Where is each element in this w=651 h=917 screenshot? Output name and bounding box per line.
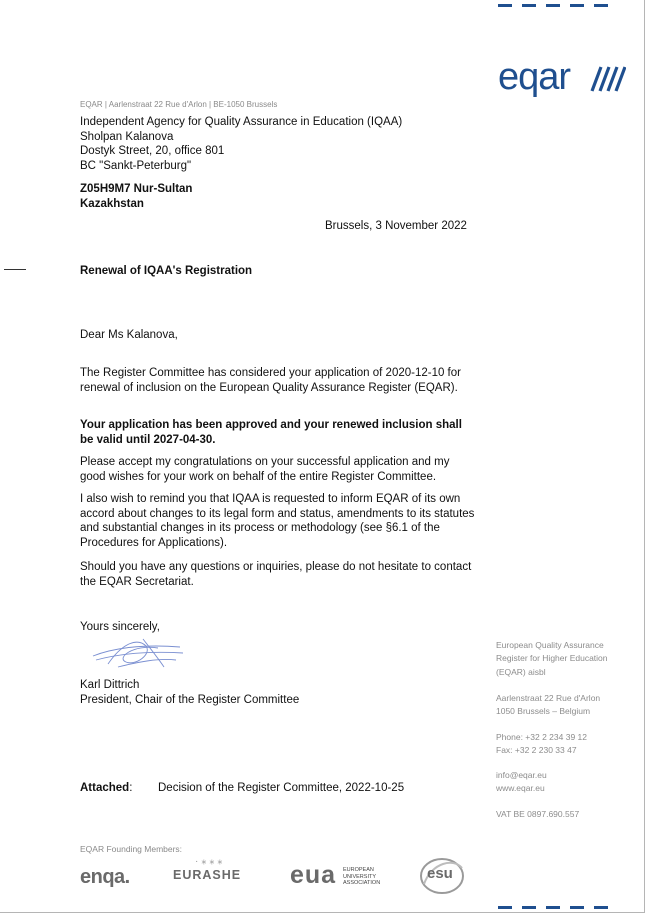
sidebar-email-link[interactable]: info@eqar.eu bbox=[496, 770, 547, 780]
salutation: Dear Ms Kalanova, bbox=[80, 329, 178, 341]
sidebar-vat: VAT BE 0897.690.557 bbox=[496, 809, 580, 819]
founding-members-label: EQAR Founding Members: bbox=[80, 844, 183, 854]
eurashe-logo bbox=[173, 856, 241, 882]
eqar-logo-slashes-icon bbox=[590, 66, 626, 92]
attached-value: Decision of the Register Committee, 2022-10-25 bbox=[158, 782, 405, 794]
eurashe-logo-text: EURASHE bbox=[173, 868, 242, 882]
recipient-postal-code: Z05H9M7 Nur-Sultan bbox=[80, 183, 193, 195]
sidebar-address bbox=[496, 692, 600, 719]
fold-mark bbox=[4, 269, 26, 270]
recipient-postal bbox=[80, 182, 192, 211]
body-paragraph-approval: Your application has been approved and your renewed inclusion shall be valid until 2027-04-30. bbox=[80, 419, 462, 446]
recipient-country: Kazakhstan bbox=[80, 197, 144, 210]
recipient-address bbox=[80, 115, 402, 173]
sidebar-address-line: 1050 Brussels – Belgium bbox=[496, 706, 591, 717]
sidebar-phone-fax bbox=[496, 731, 587, 758]
closing: Yours sincerely, bbox=[80, 621, 160, 633]
handwritten-signature bbox=[88, 634, 188, 674]
eua-subtitle-line: ASSOCIATION bbox=[343, 880, 381, 886]
body-paragraph-congratulations: Please accept my congratulations on your successful application and my good wishes for your work on behalf of the entire Register Committee. bbox=[80, 456, 450, 483]
letter-date: Brussels, 3 November 2022 bbox=[325, 220, 467, 232]
sidebar-org-line: (EQAR) aisbl bbox=[496, 666, 546, 677]
eqar-logo bbox=[498, 58, 570, 96]
sidebar-fax: Fax: +32 2 230 33 47 bbox=[496, 745, 577, 756]
signatory-block bbox=[80, 678, 299, 707]
attached-line bbox=[80, 781, 132, 796]
footer-dashes bbox=[498, 906, 608, 909]
eqar-logo-text: eqar bbox=[498, 56, 571, 98]
esu-logo-text: esu bbox=[427, 865, 453, 882]
attached-label: Attached bbox=[80, 782, 130, 794]
esu-logo bbox=[418, 854, 464, 894]
recipient-line: Sholpan Kalanova bbox=[80, 130, 174, 143]
sidebar-web-contact bbox=[496, 769, 547, 796]
sender-address-line: EQAR | Aarlenstraat 22 Rue d'Arlon | BE-1050 Brussels bbox=[80, 100, 278, 109]
enqa-logo: enqa. bbox=[80, 866, 130, 888]
sidebar-phone: Phone: +32 2 234 39 12 bbox=[496, 732, 587, 742]
recipient-line: Independent Agency for Quality Assurance in Education (IQAA) bbox=[80, 116, 403, 128]
recipient-line: Dostyk Street, 20, office 801 bbox=[80, 145, 225, 157]
sidebar-org-line: European Quality Assurance bbox=[496, 640, 604, 650]
body-paragraph-contact: Should you have any questions or inquiries, please do not hesitate to contact the EQAR Secretariat. bbox=[80, 561, 472, 588]
recipient-line: BC "Sankt-Peterburg" bbox=[80, 159, 192, 172]
signatory-name: Karl Dittrich bbox=[80, 679, 140, 691]
sidebar-organisation bbox=[496, 639, 608, 679]
signatory-title: President, Chair of the Register Committee bbox=[80, 693, 300, 706]
eua-logo-subtitle bbox=[343, 867, 380, 887]
body-paragraph-reminder: I also wish to remind you that IQAA is requested to inform EQAR of its own accord about changes to its legal form and status, amendments to its statutes and substantial changes in its process or methodology (see §6.1 of the Procedures for Applications). bbox=[80, 493, 475, 549]
eua-subtitle-line: UNIVERSITY bbox=[343, 873, 377, 880]
sidebar-address-line: Aarlenstraat 22 Rue d'Arlon bbox=[496, 693, 601, 703]
eua-logo-text: eua bbox=[290, 861, 337, 889]
attached-colon: : bbox=[129, 782, 133, 794]
sidebar-website-link[interactable]: www.eqar.eu bbox=[496, 783, 545, 794]
eurashe-stars-icon: ·⁎⁎⁎ bbox=[195, 856, 226, 867]
sidebar-org-line: Register for Higher Education bbox=[496, 653, 608, 664]
header-dashes bbox=[498, 4, 608, 7]
eua-subtitle-line: EUROPEAN bbox=[343, 867, 374, 873]
letter-subject: Renewal of IQAA's Registration bbox=[80, 265, 253, 277]
body-paragraph-1: The Register Committee has considered your application of 2020-12-10 for renewal of inclusion on the European Quality Assurance Register (EQAR). bbox=[80, 367, 461, 394]
